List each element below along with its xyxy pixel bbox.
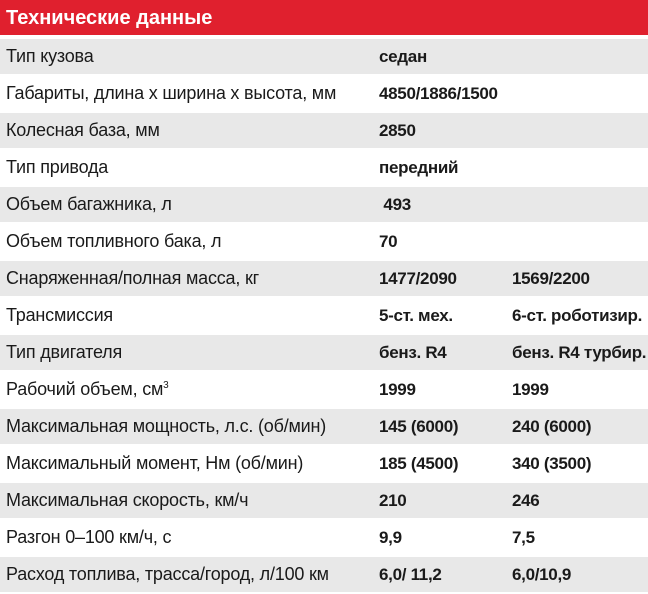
row-value-1: 1999 (379, 379, 416, 399)
row-label-superscript: 3 (163, 380, 169, 391)
table-row (0, 518, 648, 555)
row-value-1: 2850 (379, 120, 416, 140)
row-label: Разгон 0–100 км/ч, с (6, 527, 172, 547)
table-row (0, 444, 648, 481)
row-value-1: 5-ст. мех. (379, 305, 453, 325)
row-value-1: 185 (4500) (379, 453, 459, 473)
row-value-1: 6,0/ 11,2 (379, 564, 442, 584)
row-value-2: 6-ст. роботизир. (512, 305, 643, 325)
row-value-1: бенз. R4 (379, 342, 447, 362)
row-label: Объем багажника, л (6, 194, 172, 214)
row-value-1: 70 (379, 231, 398, 251)
row-value-1: 4850/1886/1500 (379, 83, 498, 103)
row-label-text: Рабочий объем, см (6, 379, 164, 399)
row-label: Максимальная мощность, л.с. (об/мин) (6, 416, 327, 436)
row-label: Колесная база, мм (6, 120, 160, 140)
row-value-2: 240 (6000) (512, 416, 592, 436)
table-row (0, 555, 648, 592)
row-label: Объем топливного бака, л (6, 231, 222, 251)
row-value-2: 1569/2200 (512, 268, 590, 288)
row-label: Снаряженная/полная масса, кг (6, 268, 260, 288)
row-label: Тип привода (6, 157, 109, 177)
table-row (0, 296, 648, 333)
row-value-1: 493 (379, 194, 411, 214)
row-label: Тип кузова (6, 46, 94, 66)
table-row (0, 407, 648, 444)
table-row (0, 111, 648, 148)
row-value-1: 145 (6000) (379, 416, 459, 436)
table-row (0, 481, 648, 518)
row-label: Расход топлива, трасса/город, л/100 км (6, 564, 329, 584)
row-value-1: 9,9 (379, 527, 402, 547)
row-value-2: 246 (512, 490, 540, 510)
table-title: Технические данные (0, 0, 648, 37)
table-row (0, 333, 648, 370)
row-value-1: 210 (379, 490, 407, 510)
row-value-1: передний (379, 157, 459, 177)
row-label: Тип двигателя (6, 342, 123, 362)
row-label (0, 379, 375, 400)
row-value-2: 340 (3500) (512, 453, 592, 473)
row-label: Габариты, длина х ширина х высота, мм (6, 83, 337, 103)
table-row (0, 37, 648, 74)
table-row (0, 259, 648, 296)
table-row (0, 370, 648, 407)
row-value-2: бенз. R4 турбир. (512, 342, 647, 362)
row-label: Максимальный момент, Нм (об/мин) (6, 453, 304, 473)
table-row (0, 74, 648, 111)
table-row (0, 222, 648, 259)
row-label: Трансмиссия (6, 305, 113, 325)
row-value-1: 1477/2090 (379, 268, 457, 288)
row-value-1: седан (379, 46, 427, 66)
row-value-2: 1999 (512, 379, 549, 399)
table-row (0, 148, 648, 185)
row-value-2: 6,0/10,9 (512, 564, 572, 584)
row-label: Максимальная скорость, км/ч (6, 490, 249, 510)
table-row (0, 185, 648, 222)
row-value-2: 7,5 (512, 527, 535, 547)
